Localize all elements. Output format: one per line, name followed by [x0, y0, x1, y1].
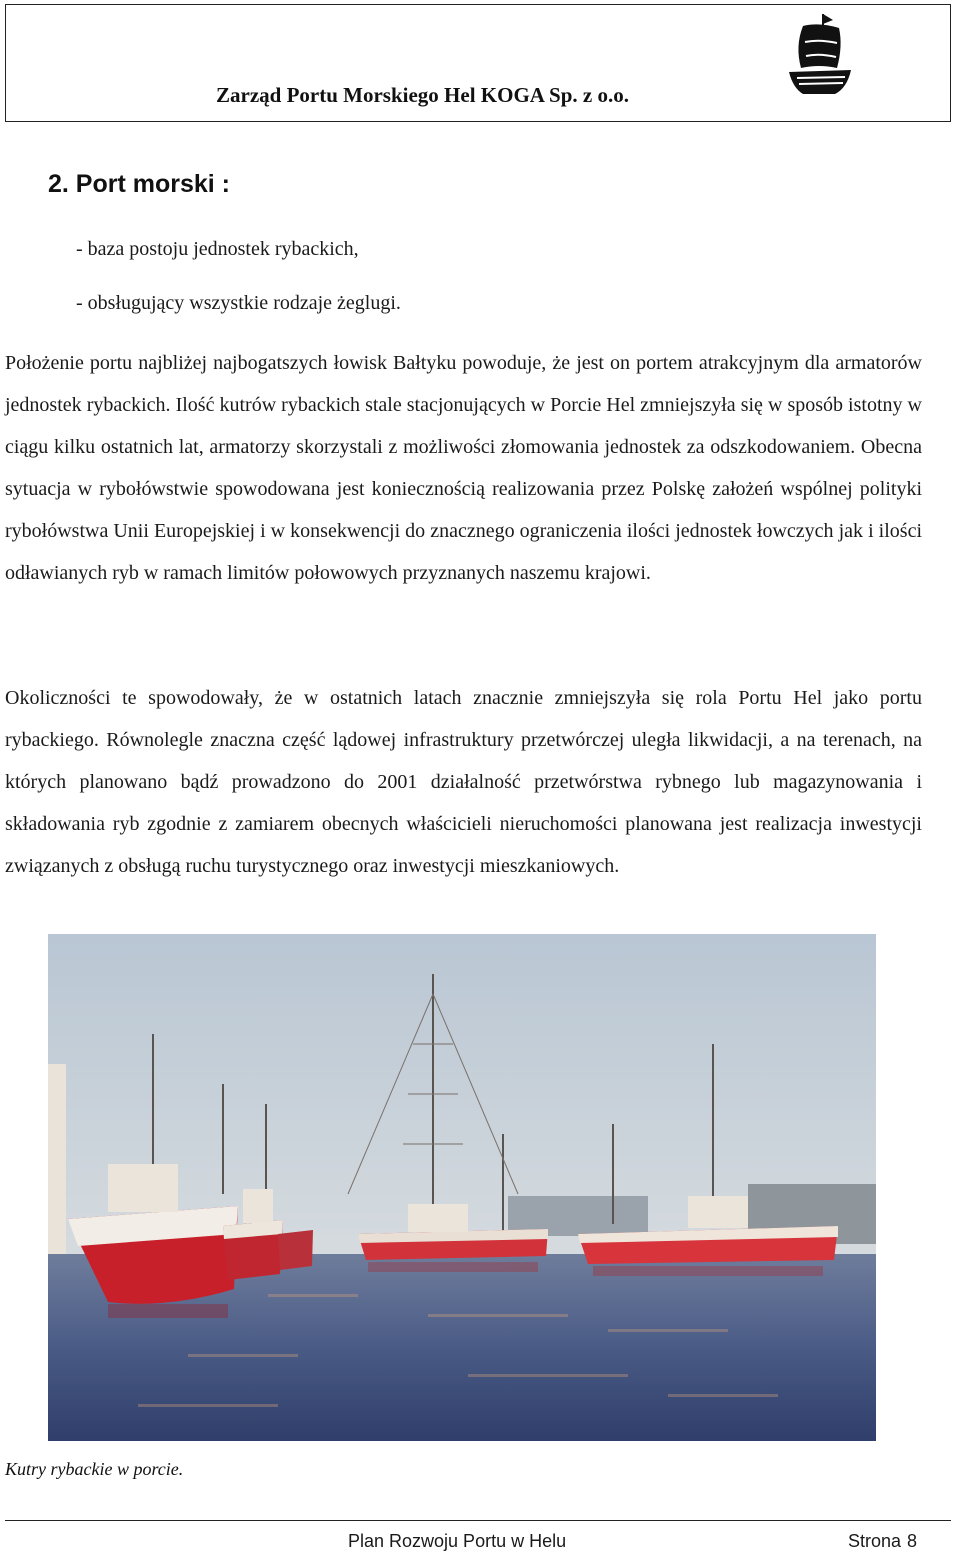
page-label: Strona — [848, 1531, 902, 1551]
ship-logo-icon — [785, 12, 855, 107]
page-number: 8 — [907, 1531, 918, 1551]
section-heading: 2. Port morski : — [48, 170, 230, 198]
footer-divider — [5, 1520, 951, 1521]
header-title: Zarząd Portu Morskiego Hel KOGA Sp. z o.o. — [216, 83, 629, 107]
footer-doc-title: Plan Rozwoju Portu w Helu — [348, 1531, 567, 1551]
list-item: - baza postoju jednostek rybackich, — [76, 238, 359, 260]
list-item: - obsługujący wszystkie rodzaje żeglugi. — [76, 292, 401, 314]
body-paragraph-2: Okoliczności te spowodowały, że w ostatnich latach znacznie zmniejszyła się rola Portu Hel jako portu rybackiego. Równolegle znaczna część lądowej infrastruktury przetwórczej uległa likwidacji, a na terenach, na których planowano bądź prowadzono do 2001 działalność przetwórstwa rybnego lub magazynowania i składowania ryb zgodnie z zamiarem obecnych właścicieli nieruchomości planowana jest realizacja inwestycji związanych z obsługą ruchu turystycznego oraz inwestycji mieszkaniowych. — [5, 687, 922, 877]
body-paragraph-1: Położenie portu najbliżej najbogatszych łowisk Bałtyku powoduje, że jest on portem atrakcyjnym dla armatorów jednostek rybackich. Ilość kutrów rybackich stale stacjonujących w Porcie Hel zmniejszyła się w sposób istotny w ciągu kilku ostatnich lat, armatorzy skorzystali z możliwości złomowania jednostek za odszkodowaniem. Obecna sytuacja w rybołówstwie spowodowana jest koniecznością realizowania przez Polskę założeń wspólnej polityki rybołówstwa Unii Europejskiej i w konsekwencji do znacznego ograniczenia ilości jednostek łowczych jak i ilości odławianych ryb w ramach limitów połowowych przyznanych naszemu krajowi. — [5, 352, 922, 584]
page-number-label — [848, 1531, 917, 1552]
figure-caption: Kutry rybackie w porcie. — [5, 1459, 184, 1479]
harbor-photo — [48, 934, 876, 1441]
